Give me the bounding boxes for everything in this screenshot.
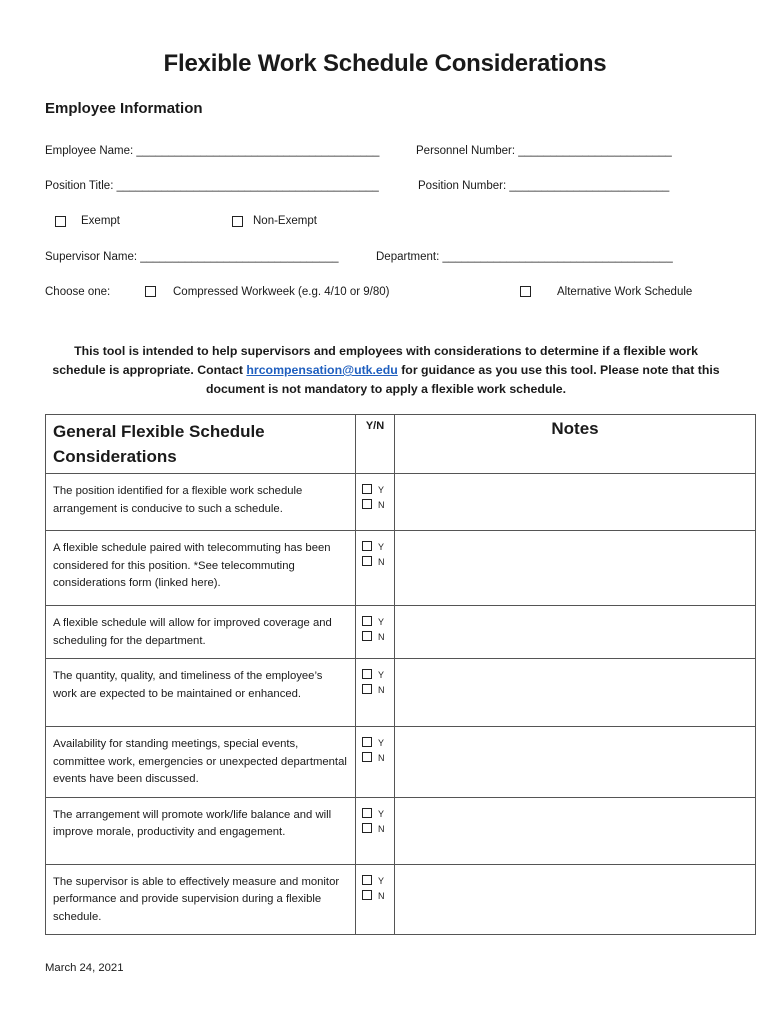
yn-cell <box>356 659 395 727</box>
notes-cell[interactable] <box>395 659 756 727</box>
yn-cell <box>356 864 395 935</box>
employee-name-field[interactable]: Employee Name: ______________________________________ <box>45 145 380 157</box>
department-field[interactable]: Department: ____________________________________ <box>376 251 673 263</box>
table-row <box>46 531 756 606</box>
no-checkbox[interactable] <box>362 631 372 641</box>
non-exempt-label: Non-Exempt <box>253 215 317 227</box>
notes-cell[interactable] <box>395 606 756 659</box>
table-row <box>46 864 756 935</box>
notes-cell[interactable] <box>395 797 756 864</box>
notes-cell[interactable] <box>395 531 756 606</box>
yes-label: Y <box>378 542 385 552</box>
yes-checkbox[interactable] <box>362 875 372 885</box>
yn-cell <box>356 797 395 864</box>
considerations-table <box>45 414 756 935</box>
intro-paragraph <box>48 342 724 399</box>
no-label: N <box>378 500 385 510</box>
yes-checkbox[interactable] <box>362 541 372 551</box>
compressed-workweek-label: Compressed Workweek (e.g. 4/10 or 9/80) <box>173 286 390 298</box>
exempt-checkbox[interactable] <box>55 216 66 227</box>
no-label: N <box>378 753 385 763</box>
yes-label: Y <box>378 617 385 627</box>
yes-label: Y <box>378 738 385 748</box>
no-checkbox[interactable] <box>362 752 372 762</box>
yn-cell <box>356 727 395 798</box>
consideration-text: The arrangement will promote work/life balance and will improve morale, productivity and engagement. <box>46 797 356 864</box>
consideration-text: Availability for standing meetings, special events, committee work, emergencies or unexpected departmental events have been discussed. <box>46 727 356 798</box>
notes-cell[interactable] <box>395 474 756 531</box>
no-label: N <box>378 823 385 834</box>
yes-checkbox[interactable] <box>362 808 372 818</box>
yes-label: Y <box>378 670 385 680</box>
no-checkbox[interactable] <box>362 823 372 833</box>
hr-email-link[interactable]: hrcompensation@utk.edu <box>246 363 398 377</box>
no-label: N <box>378 632 385 642</box>
intro-text-end: for guidance as you use this tool. Please note that this document is not mandatory to apply a flexible work schedule. <box>205 363 720 396</box>
table-row <box>46 797 756 864</box>
table-row <box>46 659 756 727</box>
position-number-field[interactable]: Position Number: _________________________ <box>418 180 670 192</box>
yes-checkbox[interactable] <box>362 737 372 747</box>
yes-label: Y <box>378 808 385 819</box>
table-row <box>46 606 756 659</box>
consideration-text: The quantity, quality, and timeliness of the employee’s work are expected to be maintained or enhanced. <box>46 659 356 727</box>
no-checkbox[interactable] <box>362 890 372 900</box>
choose-one-label: Choose one: <box>45 286 111 298</box>
page-title: Flexible Work Schedule Considerations <box>163 50 607 77</box>
header-notes: Notes <box>395 415 756 474</box>
footer-date: March 24, 2021 <box>45 962 124 974</box>
supervisor-name-field[interactable]: Supervisor Name: _______________________________ <box>45 251 339 263</box>
no-checkbox[interactable] <box>362 499 372 509</box>
table-row <box>46 474 756 531</box>
yes-label: Y <box>378 875 385 886</box>
notes-cell[interactable] <box>395 727 756 798</box>
no-checkbox[interactable] <box>362 684 372 694</box>
consideration-text: A flexible schedule paired with telecommuting has been considered for this position. *See telecommuting considerations form (linked here). <box>46 531 356 606</box>
intro-text-start: This tool is intended to help supervisors and employees with considerations to determine if a flexible work schedule is appropriate. Contact <box>52 344 698 377</box>
header-yn: Y/N <box>356 415 395 474</box>
yn-cell <box>356 531 395 606</box>
non-exempt-checkbox[interactable] <box>232 216 243 227</box>
personnel-number-field[interactable]: Personnel Number: ________________________ <box>416 145 672 157</box>
table-row <box>46 727 756 798</box>
yes-checkbox[interactable] <box>362 669 372 679</box>
employee-information-heading: Employee Information <box>45 100 203 117</box>
exempt-label: Exempt <box>81 215 120 227</box>
consideration-text: A flexible schedule will allow for improved coverage and scheduling for the department. <box>46 606 356 659</box>
compressed-workweek-checkbox[interactable] <box>145 286 156 297</box>
yn-cell <box>356 606 395 659</box>
no-label: N <box>378 890 385 901</box>
alternative-schedule-checkbox[interactable] <box>520 286 531 297</box>
no-label: N <box>378 685 385 695</box>
header-considerations: General Flexible Schedule Considerations <box>46 415 356 474</box>
yes-checkbox[interactable] <box>362 484 372 494</box>
table-header-row <box>46 415 756 474</box>
yes-label: Y <box>378 485 385 495</box>
yn-cell <box>356 474 395 531</box>
consideration-text: The position identified for a flexible work schedule arrangement is conducive to such a schedule. <box>46 474 356 531</box>
alternative-schedule-label: Alternative Work Schedule <box>557 286 693 298</box>
no-label: N <box>378 557 385 567</box>
notes-cell[interactable] <box>395 864 756 935</box>
yes-checkbox[interactable] <box>362 616 372 626</box>
consideration-text: The supervisor is able to effectively measure and monitor performance and provide supervision during a flexible schedule. <box>46 864 356 935</box>
no-checkbox[interactable] <box>362 556 372 566</box>
position-title-field[interactable]: Position Title: _________________________________________ <box>45 180 379 192</box>
